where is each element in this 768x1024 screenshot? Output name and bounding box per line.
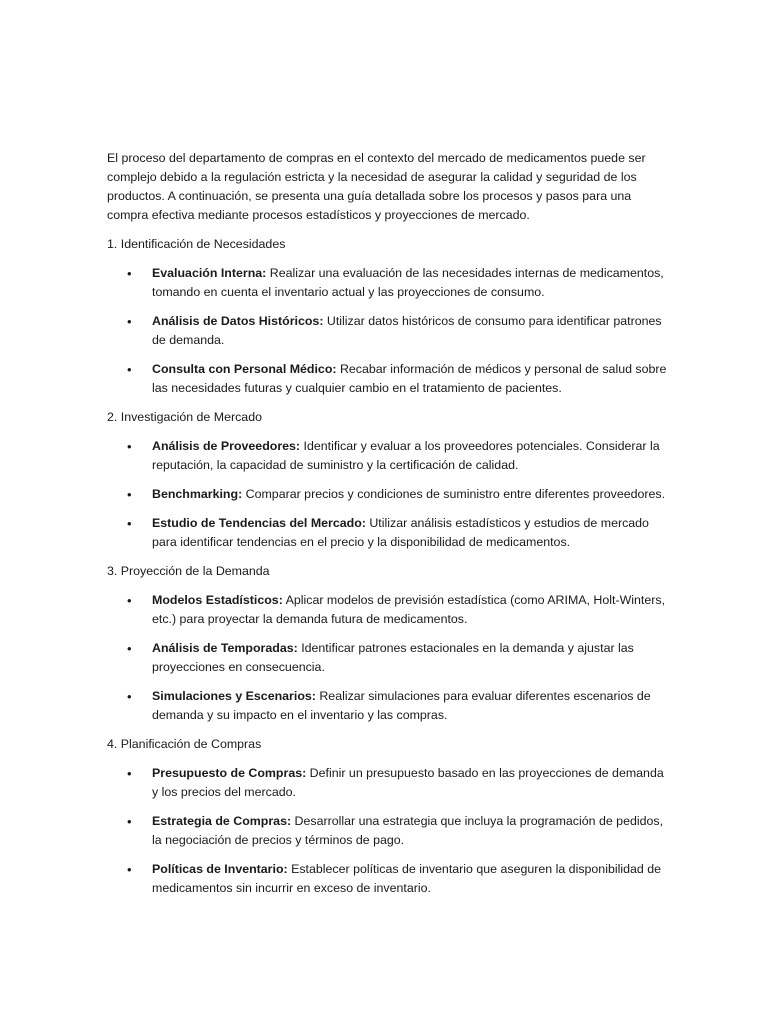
item-term: Simulaciones y Escenarios: [152, 689, 316, 703]
bullet-icon: • [127, 266, 132, 281]
item-term: Modelos Estadísticos: [152, 593, 283, 607]
bullet-icon: • [127, 641, 132, 656]
item-term: Políticas de Inventario: [152, 862, 288, 876]
bullet-list [107, 437, 667, 552]
list-item [107, 764, 667, 802]
item-term: Estudio de Tendencias del Mercado: [152, 516, 366, 530]
item-term: Análisis de Proveedores: [152, 439, 301, 453]
item-text: Establecer políticas de inventario que aseguren la disponibilidad de medicamentos sin incurrir en exceso de inventario. [152, 862, 661, 895]
item-term: Presupuesto de Compras: [152, 766, 307, 780]
item-text: Comparar precios y condiciones de suministro entre diferentes proveedores. [242, 487, 666, 501]
item-text: Utilizar análisis estadísticos y estudios de mercado para identificar tendencias en el precio y la disponibilidad de medicamentos. [152, 516, 649, 549]
item-text: Realizar una evaluación de las necesidades internas de medicamentos, tomando en cuenta el inventario actual y las proyecciones de consumo. [152, 266, 664, 299]
list-item [107, 860, 667, 898]
item-text: Identificar patrones estacionales en la demanda y ajustar las proyecciones en consecuencia. [152, 641, 634, 674]
bullet-icon: • [127, 439, 132, 454]
bullet-icon: • [127, 766, 132, 781]
item-term: Consulta con Personal Médico: [152, 362, 337, 376]
item-text: Definir un presupuesto basado en las proyecciones de demanda y los precios del mercado. [152, 766, 664, 799]
item-term: Evaluación Interna: [152, 266, 267, 280]
section-4 [107, 735, 667, 898]
section-heading: 3. Proyección de la Demanda [107, 564, 270, 578]
list-item [107, 639, 667, 677]
bullet-list [107, 591, 667, 725]
item-term: Benchmarking: [152, 487, 243, 501]
item-text: Aplicar modelos de previsión estadística (como ARIMA, Holt-Winters, etc.) para proyectar la demanda futura de medicamentos. [152, 593, 666, 626]
bullet-icon: • [127, 362, 132, 377]
intro-paragraph: El proceso del departamento de compras en el contexto del mercado de medicamentos puede ser complejo debido a la regulación estricta y la necesidad de asegurar la calidad y seguridad de los productos. A continuación, se presenta una guía detallada sobre los procesos y pasos para una compra efectiva mediante procesos estadísticos y proyecciones de mercado. [107, 151, 646, 222]
item-text: Realizar simulaciones para evaluar diferentes escenarios de demanda y su impacto en el inventario y las compras. [152, 689, 651, 722]
bullet-icon: • [127, 814, 132, 829]
section-heading: 1. Identificación de Necesidades [107, 237, 286, 251]
item-term: Análisis de Temporadas: [152, 641, 298, 655]
bullet-icon: • [127, 487, 132, 502]
list-item [107, 312, 667, 350]
list-item [107, 437, 667, 475]
bullet-list [107, 264, 667, 398]
bullet-icon: • [127, 593, 132, 608]
item-text: Identificar y evaluar a los proveedores potenciales. Considerar la reputación, la capacidad de suministro y la certificación de calidad. [152, 439, 660, 472]
item-text: Recabar información de médicos y personal de salud sobre las necesidades futuras y cualquier cambio en el tratamiento de pacientes. [152, 362, 667, 395]
list-item [107, 485, 667, 504]
bullet-icon: • [127, 689, 132, 704]
document-page [107, 149, 667, 908]
section-heading: 4. Planificación de Compras [107, 737, 262, 751]
section-1 [107, 235, 667, 398]
item-text: Desarrollar una estrategia que incluya la programación de pedidos, la negociación de precios y términos de pago. [152, 814, 664, 847]
section-2 [107, 408, 667, 552]
list-item [107, 514, 667, 552]
list-item [107, 591, 667, 629]
list-item [107, 812, 667, 850]
bullet-icon: • [127, 862, 132, 877]
bullet-icon: • [127, 314, 132, 329]
item-term: Estrategia de Compras: [152, 814, 292, 828]
section-3 [107, 562, 667, 725]
list-item [107, 360, 667, 398]
bullet-list [107, 764, 667, 898]
list-item [107, 687, 667, 725]
bullet-icon: • [127, 516, 132, 531]
list-item [107, 264, 667, 302]
item-term: Análisis de Datos Históricos: [152, 314, 324, 328]
section-heading: 2. Investigación de Mercado [107, 410, 262, 424]
item-text: Utilizar datos históricos de consumo para identificar patrones de demanda. [152, 314, 662, 347]
